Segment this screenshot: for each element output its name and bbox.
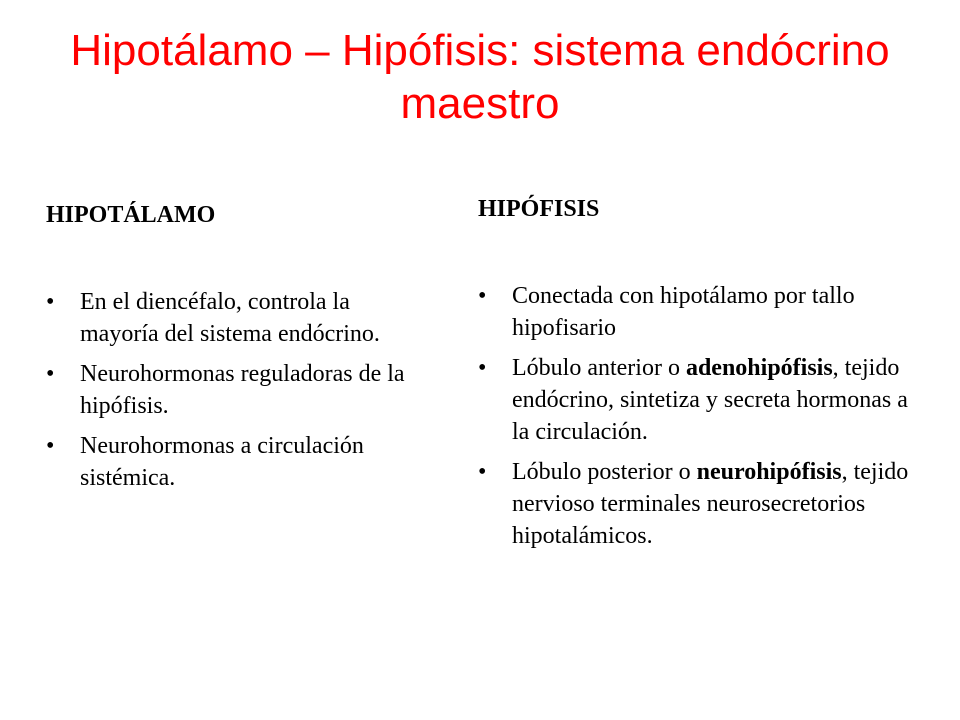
list-item: [46, 358, 426, 422]
slide-title: Hipotálamo – Hipófisis: sistema endócrino maestro: [70, 26, 890, 128]
hypothalamus-bullet-list: [46, 286, 426, 494]
list-item: [46, 430, 426, 494]
bullet-emphasis: adenohipófisis: [685, 355, 833, 381]
hypothalamus-column: [46, 200, 426, 502]
bullet-icon: •: [46, 433, 55, 459]
list-item: [478, 352, 928, 448]
bullet-icon: •: [46, 361, 55, 387]
hypothalamus-heading: HIPOTÁLAMO: [46, 202, 216, 228]
bullet-icon: •: [478, 459, 487, 485]
bullet-emphasis: neurohipófisis: [696, 459, 842, 485]
bullet-icon: •: [478, 355, 487, 381]
bullet-text: Conectada con hipotálamo por tallo hipofisario: [512, 283, 855, 341]
pituitary-bullet-list: [478, 280, 928, 552]
list-item: [478, 280, 928, 344]
bullet-text-tail: , tejido nervioso terminales neurosecretorios hipotalámicos.: [512, 459, 909, 549]
bullet-text: Neurohormonas a circulación sistémica.: [80, 433, 364, 491]
pituitary-heading: HIPÓFISIS: [478, 196, 600, 222]
bullet-icon: •: [478, 283, 487, 309]
bullet-text-lead: Lóbulo anterior o: [512, 355, 686, 381]
list-item: [46, 286, 426, 350]
bullet-icon: •: [46, 289, 55, 315]
bullet-text: Neurohormonas reguladoras de la hipófisis.: [80, 361, 405, 419]
pituitary-column: [478, 194, 928, 560]
bullet-text-lead: Lóbulo posterior o: [512, 459, 697, 485]
bullet-text-tail: , tejido endócrino, sintetiza y secreta hormonas a la circulación.: [512, 355, 908, 445]
bullet-text: En el diencéfalo, controla la mayoría del sistema endócrino.: [80, 289, 380, 347]
list-item: [478, 456, 928, 552]
